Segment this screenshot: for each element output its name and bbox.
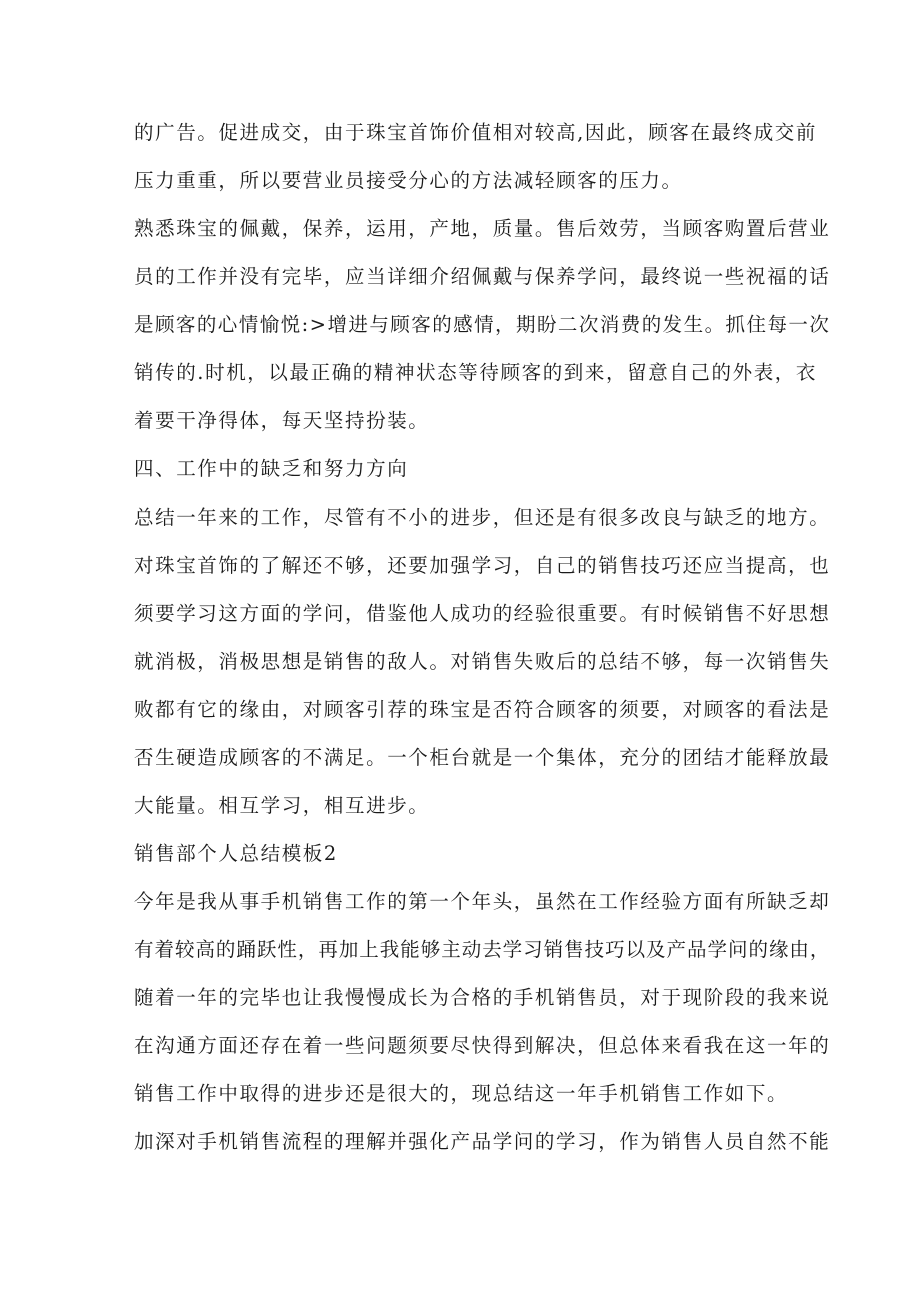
text-line: 今年是我从事手机销售工作的第一个年头，虽然在工作经验方面有所缺乏却 xyxy=(134,890,831,913)
text-line: 是顾客的心情愉悦:>增进与顾客的感情，期盼二次消费的发生。抓住每一次 xyxy=(134,313,831,336)
text-line: 就消极，消极思想是销售的敌人。对销售失败后的总结不够，每一次销售失 xyxy=(134,650,831,673)
text-line: 须要学习这方面的学问，借鉴他人成功的经验很重要。有时候销售不好思想 xyxy=(134,602,831,625)
text-line: 员的工作并没有完毕，应当详细介绍佩戴与保养学问，最终说一些祝福的话 xyxy=(134,265,831,288)
text-line: 销传的.时机，以最正确的精神状态等待顾客的到来，留意自己的外表，衣 xyxy=(134,361,817,384)
text-line: 熟悉珠宝的佩戴，保养，运用，产地，质量。售后效劳，当顾客购置后营业 xyxy=(134,217,831,240)
text-line: 大能量。相互学习，相互进步。 xyxy=(134,794,430,817)
text-line: 随着一年的完毕也让我慢慢成长为合格的手机销售员，对于现阶段的我来说 xyxy=(134,986,831,1009)
text-line: 有着较高的踊跃性，再加上我能够主动去学习销售技巧以及产品学问的缘由， xyxy=(134,938,831,961)
text-line: 压力重重，所以要营业员接受分心的方法减轻顾客的压力。 xyxy=(134,169,683,192)
text-line: 对珠宝首饰的了解还不够，还要加强学习，自己的销售技巧还应当提高，也 xyxy=(134,554,831,577)
text-line: 的广告。促进成交，由于珠宝首饰价值相对较高,因此，顾客在最终成交前 xyxy=(134,121,817,144)
text-line: 加深对手机销售流程的理解并强化产品学问的学习，作为销售人员自然不能 xyxy=(134,1130,831,1153)
text-line: 着要干净得体，每天坚持扮装。 xyxy=(134,409,430,432)
text-line: 总结一年来的工作，尽管有不小的进步，但还是有很多改良与缺乏的地方。 xyxy=(134,506,831,529)
text-line: 否生硬造成顾客的不满足。一个柜台就是一个集体，充分的团结才能释放最 xyxy=(134,746,831,769)
section-heading: 四、工作中的缺乏和努力方向 xyxy=(134,457,409,480)
text-line: 在沟通方面还存在着一些问题须要尽快得到解决，但总体来看我在这一年的 xyxy=(134,1034,831,1057)
section-heading: 销售部个人总结模板2 xyxy=(134,842,338,865)
text-line: 销售工作中取得的进步还是很大的，现总结这一年手机销售工作如下。 xyxy=(134,1082,789,1105)
text-line: 败都有它的缘由，对顾客引荐的珠宝是否符合顾客的须要，对顾客的看法是 xyxy=(134,698,831,721)
